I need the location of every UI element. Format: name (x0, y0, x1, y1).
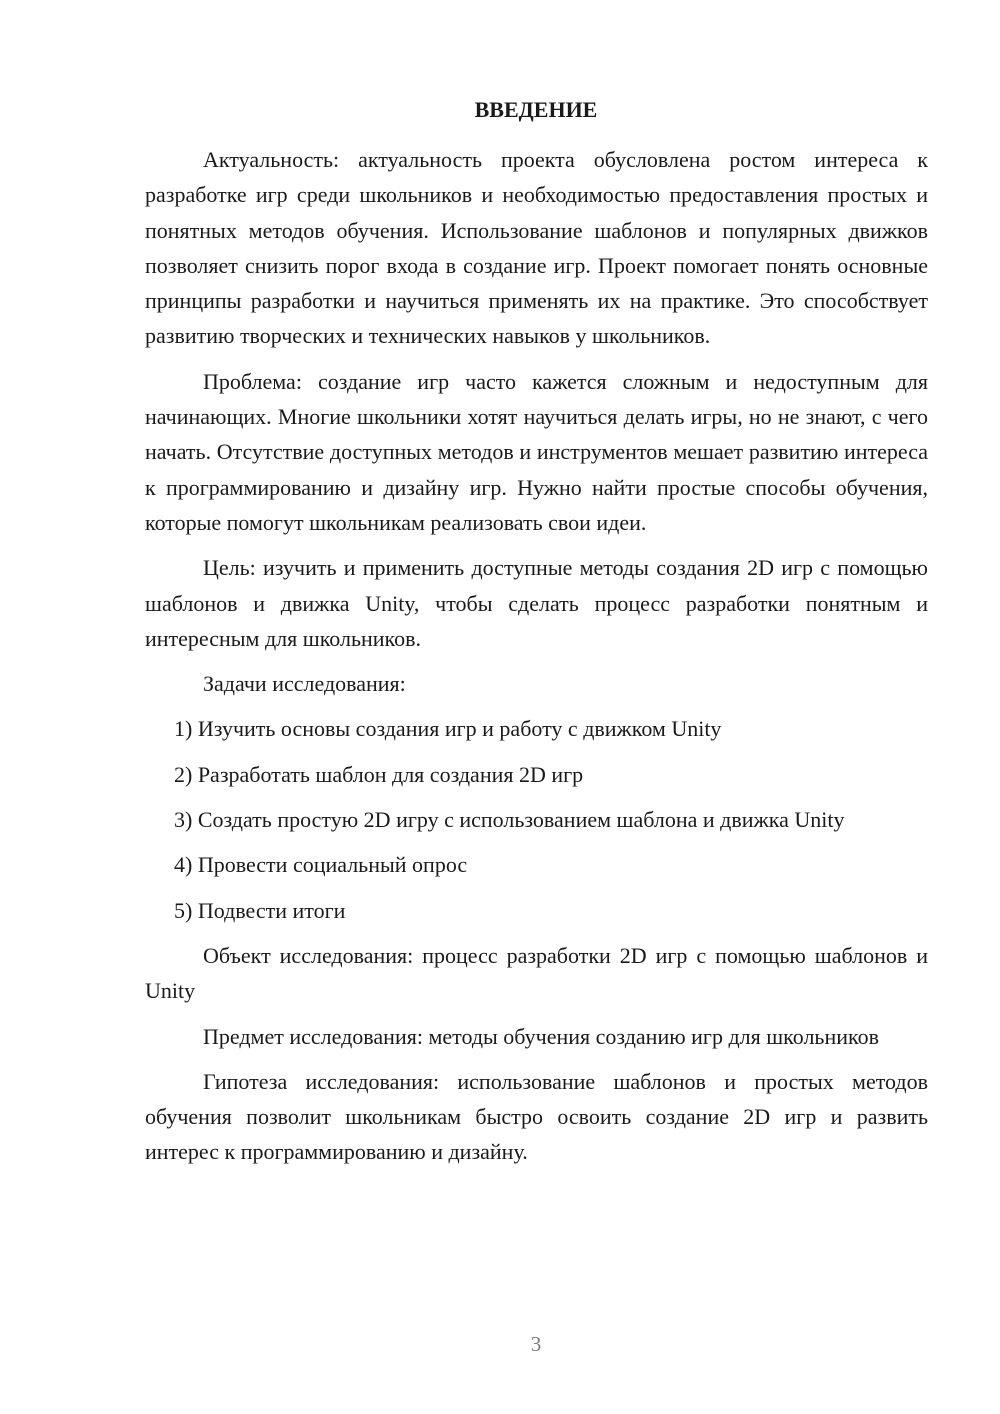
paragraph-object: Объект исследования: процесс разработки 2D игр с помощью шаблонов и Unity (145, 942, 928, 1004)
document-body (145, 142, 928, 1180)
paragraph-problem: Проблема: создание игр часто кажется сложным и недоступным для начинающих. Многие школьники хотят научиться делать игры, но не знают, с чего начать. Отсутствие доступных методов и инструментов мешает развитию интереса к программированию и дизайну игр. Нужно найти простые способы обучения, которые помогут школьникам реализовать свои идеи. (145, 368, 928, 535)
task-item-4: 4) Провести социальный опрос (174, 852, 468, 878)
paragraph-relevance: Актуальность: актуальность проекта обусловлена ростом интереса к разработке игр среди школьников и необходимостью предоставления простых и понятных методов обучения. Использование шаблонов и популярных движков позволяет снизить порог входа в создание игр. Проект помогает понять основные принципы разработки и научиться применять их на практике. Это способствует развитию творческих и технических навыков у школьников. (145, 147, 928, 349)
paragraph-subject: Предмет исследования: методы обучения созданию игр для школьников (203, 1023, 879, 1049)
tasks-heading: Задачи исследования: (203, 671, 406, 697)
page-title: ВВЕДЕНИЕ (474, 97, 598, 122)
task-item-3: 3) Создать простую 2D игру с использованием шаблона и движка Unity (174, 807, 845, 833)
task-item-2: 2) Разработать шаблон для создания 2D игр (174, 761, 584, 787)
task-item-1: 1) Изучить основы создания игр и работу с движком Unity (174, 716, 722, 742)
paragraph-goal: Цель: изучить и применить доступные методы создания 2D игр с помощью шаблонов и движка Unity, чтобы сделать процесс разработки понятным и интересным для школьников. (145, 555, 928, 651)
paragraph-hypothesis: Гипотеза исследования: использование шаблонов и простых методов обучения позволит школьникам быстро освоить создание 2D игр и развить интерес к программированию и дизайну. (145, 1068, 928, 1165)
page-number: 3 (530, 1332, 542, 1356)
task-item-5: 5) Подвести итоги (174, 897, 346, 923)
